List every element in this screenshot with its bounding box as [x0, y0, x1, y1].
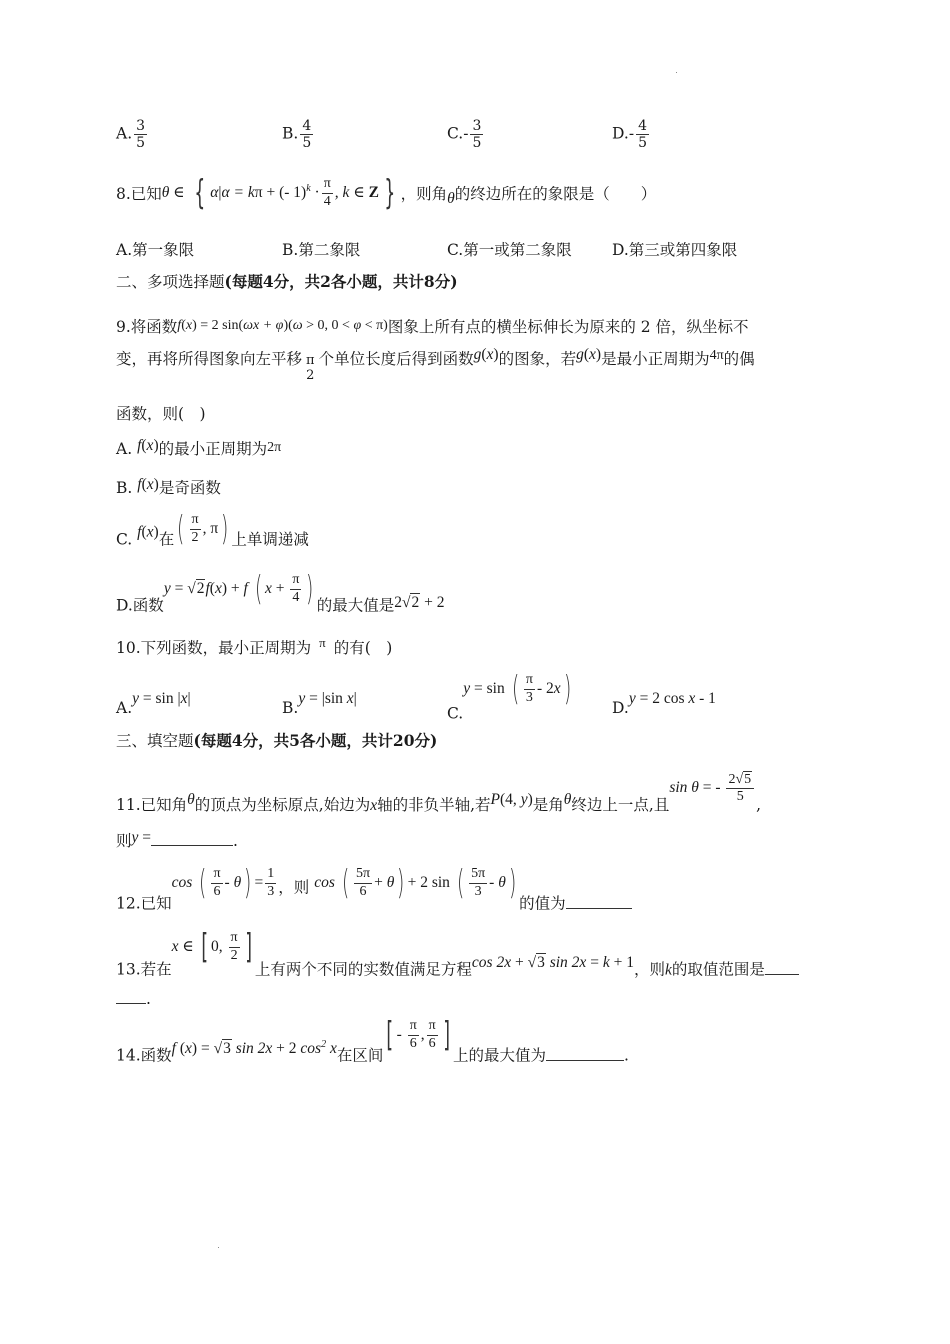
q12-target-expression: cos ( $\frac{5\pi}{6}$ + θ) + 2 sin ( $\frac{5\pi}{3}$ - θ): [314, 863, 517, 903]
q7-option-a[interactable]: A. $\frac{3}{5}$: [116, 118, 146, 152]
q9-option-c[interactable]: C. f(x)在( $\frac{\pi}{2}$ , π) 上单调递减: [116, 509, 309, 549]
q13-interval: x ∈ [ 0, $\frac{\pi}{2}$ ]: [171, 927, 252, 967]
fraction: $\frac{4}{5}$: [302, 118, 312, 152]
q9-option-a[interactable]: A. f(x)的最小正周期为2π: [116, 437, 282, 458]
answer-blank-cont[interactable]: [116, 1003, 146, 1004]
fraction-pi-over-2: π 2: [306, 353, 315, 383]
q7-option-b[interactable]: B. $\frac{4}{5}$: [282, 118, 312, 152]
fraction: $\frac{3}{5}$: [472, 118, 482, 152]
q14-interval: [ - $\frac{\pi}{6}$ , $\frac{\pi}{6}$ ]: [386, 1015, 450, 1055]
answer-blank[interactable]: [765, 974, 799, 975]
section-2-heading: 二、多项选择题(每题4分，共2各小题，共计8分): [116, 272, 458, 291]
math-fx-definition: f(x) = 2 sin(ωx + φ)(ω > 0, 0 < φ < π): [177, 318, 388, 333]
q11-line1: 11.已知角θ的顶点为坐标原点,始边为x轴的非负半轴,若P(4, y)是角θ终边上一点,且sin θ = - $\frac{2√5}{5}$ ,: [116, 771, 762, 814]
q11-line2: 则y = .: [116, 829, 238, 850]
q9-line3: 函数，则( ): [116, 405, 206, 423]
q8-stem: 8.已知θ ∈ { α|α = kπ + (- 1)$^k$ · $\frac{\pi}{4}$ , k ∈ Z } ，则角θ的终边所在的象限是（ ）: [116, 173, 657, 213]
q10-stem: 10.下列函数，最小正周期为 $^\pi$ 的有( ): [116, 635, 393, 657]
q13-line1: 13.若在x ∈ [ 0, $\frac{\pi}{2}$ ]上有两个不同的实数值满足方程cos 2x + √3 sin 2x = k + 1，则k的取值范围是: [116, 930, 799, 980]
q9-line2: 变，再将所得图象向左平移 π 2 个单位长度后得到函数g(x)的图象，若g(x)是最小正周期为4π的偶: [116, 346, 755, 383]
section-3-heading: 三、填空题(每题4分，共5各小题，共计20分): [116, 731, 438, 750]
answer-blank[interactable]: [546, 1060, 624, 1061]
q12: 12.已知cos ( $\frac{\pi}{6}$ - θ) = $\frac{1}{3}$ ，则 cos ( $\frac{5\pi}{6}$ + θ) + 2 sin ( $\frac{5\pi}{3}$ - θ)的值为: [116, 866, 632, 914]
q7-option-c[interactable]: C.- $\frac{3}{5}$: [447, 118, 482, 152]
q14: 14.函数f (x) = √3 sin 2x + 2 $\cos^2 x$在区间[ - $\frac{\pi}{6}$ , $\frac{\pi}{6}$ ]上的最大值为 .: [116, 1015, 629, 1065]
q10-option-a[interactable]: A.y = sin |x|: [116, 690, 191, 717]
q9-option-b[interactable]: B. f(x)是奇函数: [116, 476, 221, 497]
q8-option-d[interactable]: D.第三或第四象限: [612, 241, 738, 259]
q14-function: f (x) = √3 sin 2x + 2 $\cos^2 x$: [171, 1038, 337, 1057]
scan-speck: [218, 1247, 219, 1248]
q10-option-c[interactable]: C.y = sin ( $\frac{\pi}{3}$ - 2x): [447, 669, 571, 723]
answer-blank[interactable]: [151, 845, 233, 846]
q8-option-c[interactable]: C.第一或第二象限: [447, 241, 572, 259]
answer-blank[interactable]: [566, 908, 632, 909]
q12-given-expression: cos ( $\frac{\pi}{6}$ - θ) = $\frac{1}{3}$: [171, 863, 275, 903]
q9-option-d[interactable]: D.函数y = √2f(x) + f ( x + $\frac{\pi}{4}$ ) 的最大值是2√2 + 2: [116, 569, 445, 615]
q10-option-d[interactable]: D.y = 2 cos x - 1: [612, 690, 716, 717]
q10-option-b[interactable]: B.y = |sin x|: [282, 690, 357, 717]
q8-option-a[interactable]: A.第一象限: [116, 241, 195, 259]
math-set-expression: θ ∈ { α|α = kπ + (- 1)$^k$ · $\frac{\pi}{4}$ , k ∈ Z }: [161, 173, 396, 213]
sin-theta-value: sin θ = - $\frac{2√5}{5}$: [669, 779, 756, 796]
q9-line1: 9.将函数f(x) = 2 sin(ωx + φ)(ω > 0, 0 < φ < π)图象上所有点的横坐标伸长为原来的 2 倍，纵坐标不: [116, 318, 749, 336]
q8-option-b[interactable]: B.第二象限: [282, 241, 361, 259]
q13-equation: cos 2x + √3 sin 2x = k + 1: [471, 953, 634, 971]
q13-line2: .: [116, 990, 151, 1008]
math-y-expression: y = √2f(x) + f ( x + $\frac{\pi}{4}$ ): [163, 569, 314, 609]
interval-pi2-pi: ( $\frac{\pi}{2}$ , π): [177, 509, 229, 549]
scan-speck: [676, 72, 677, 73]
q7-option-d[interactable]: D.- $\frac{4}{5}$: [612, 118, 647, 152]
fraction: $\frac{3}{5}$: [136, 118, 146, 152]
fraction: $\frac{4}{5}$: [638, 118, 647, 152]
